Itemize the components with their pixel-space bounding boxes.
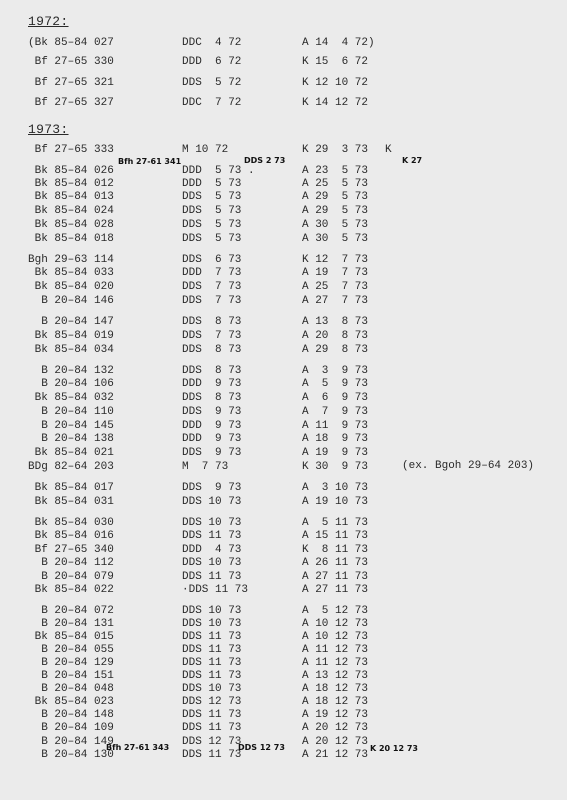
table-row <box>0 669 567 683</box>
table-row <box>0 405 567 419</box>
record-id: Bk 85–84 015 <box>28 631 114 643</box>
table-row <box>0 218 567 232</box>
record-date-1: DDD 6 72 <box>182 56 242 68</box>
record-id: Bf 27–65 330 <box>28 56 114 68</box>
record-date-2: A 19 10 73 <box>302 496 369 508</box>
record-date-1: DDS 5 73 <box>182 233 242 245</box>
record-date-2: K 8 11 73 <box>302 544 369 556</box>
record-id: Bf 27–65 340 <box>28 544 114 556</box>
record-id: B 20–84 148 <box>28 709 114 721</box>
record-date-1: DDS 10 73 <box>182 605 242 617</box>
table-row <box>0 232 567 246</box>
record-id: B 20–84 130 <box>28 749 114 761</box>
record-id: B 20–84 112 <box>28 557 114 569</box>
record-id: Bk 85–84 033 <box>28 267 114 279</box>
record-id: Bk 85–84 023 <box>28 696 114 708</box>
record-date-1: DDS 7 73 <box>182 295 242 307</box>
table-row <box>0 190 567 204</box>
record-date-1: DDS 5 72 <box>182 77 242 89</box>
record-id: Bk 85–84 017 <box>28 482 114 494</box>
table-row <box>0 294 567 308</box>
table-row <box>0 529 567 543</box>
table-row <box>0 682 567 696</box>
record-date-2: K 12 7 73 <box>302 254 369 266</box>
record-date-2: A 19 12 73 <box>302 709 369 721</box>
table-row <box>0 708 567 722</box>
record-id: B 20–84 145 <box>28 420 114 432</box>
record-id: B 20–84 110 <box>28 406 114 418</box>
record-id: Bk 85–84 020 <box>28 281 114 293</box>
record-id: Bk 85–84 016 <box>28 530 114 542</box>
record-date-2: K 30 9 73 <box>302 461 369 473</box>
record-date-2: A 6 9 73 <box>302 392 369 404</box>
record-date-1: DDD 9 73 <box>182 378 242 390</box>
record-date-2: A 15 11 73 <box>302 530 369 542</box>
record-date-1: DDD 5 73 . <box>182 165 255 177</box>
record-date-2: A 20 12 73 <box>302 722 369 734</box>
record-id: Bk 85–84 024 <box>28 205 114 217</box>
record-date-2: A 20 8 73 <box>302 330 369 342</box>
record-date-2: A 11 9 73 <box>302 420 369 432</box>
record-date-2: A 5 9 73 <box>302 378 369 390</box>
record-id: (Bk 85–84 027 <box>28 37 114 49</box>
table-row <box>0 253 567 267</box>
record-date-2: A 19 9 73 <box>302 447 369 459</box>
record-date-1: DDS 10 73 <box>182 683 242 695</box>
record-date-2: A 19 7 73 <box>302 267 369 279</box>
record-id: Bgh 29–63 114 <box>28 254 114 266</box>
record-id: Bk 85–84 032 <box>28 392 114 404</box>
record-date-2: A 29 8 73 <box>302 344 369 356</box>
record-id: Bf 27–65 321 <box>28 77 114 89</box>
table-row <box>0 495 567 509</box>
table-row <box>0 204 567 218</box>
record-id: Bk 85–84 026 <box>28 165 114 177</box>
record-date-2: A 10 12 73 <box>302 618 369 630</box>
record-date-2: K 15 6 72 <box>302 56 369 68</box>
record-date-2: A 18 12 73 <box>302 696 369 708</box>
record-date-2: A 3 9 73 <box>302 365 369 377</box>
record-date-1: DDD 4 73 <box>182 544 242 556</box>
record-id: B 20–84 079 <box>28 571 114 583</box>
record-id: B 20–84 072 <box>28 605 114 617</box>
record-date-2: A 25 7 73 <box>302 281 369 293</box>
record-date-1: DDS 10 73 <box>182 496 242 508</box>
record-date-1: DDD 5 73 <box>182 178 242 190</box>
record-id: Bk 85–84 022 <box>28 584 114 596</box>
record-id: B 20–84 109 <box>28 722 114 734</box>
record-date-1: DDS 10 73 <box>182 517 242 529</box>
record-date-1: DDC 7 72 <box>182 97 242 109</box>
table-row <box>0 36 567 50</box>
record-date-1: DDS 5 73 <box>182 191 242 203</box>
record-date-1: DDS 11 73 <box>182 749 242 761</box>
table-row <box>0 721 567 735</box>
table-row <box>0 481 567 495</box>
record-date-2: A 29 5 73 <box>302 191 369 203</box>
table-row <box>0 177 567 191</box>
table-row <box>0 343 567 357</box>
record-date-1: M 10 72 <box>182 144 229 156</box>
record-date-2: A 30 5 73 <box>302 233 369 245</box>
table-row <box>0 315 567 329</box>
record-id: B 20–84 151 <box>28 670 114 682</box>
record-id: Bk 85–84 028 <box>28 219 114 231</box>
record-id: B 20–84 146 <box>28 295 114 307</box>
handwritten-note: Bfh 27-61 341 <box>118 157 182 166</box>
record-id: Bk 85–84 012 <box>28 178 114 190</box>
record-date-2: A 11 12 73 <box>302 657 369 669</box>
record-date-1: DDS 12 73 <box>182 696 242 708</box>
record-id: Bk 85–84 031 <box>28 496 114 508</box>
heading-1972: 1972: <box>28 14 69 29</box>
record-date-1: DDS 8 73 <box>182 365 242 377</box>
record-id: B 20–84 048 <box>28 683 114 695</box>
record-date-2: A 11 12 73 <box>302 644 369 656</box>
record-date-1: DDS 7 73 <box>182 330 242 342</box>
record-date-2: K 29 3 73 <box>302 144 369 156</box>
record-date-2: A 23 5 73 <box>302 165 369 177</box>
handwritten-note: Bfh 27-61 343 <box>106 743 170 752</box>
record-date-1: DDC 4 72 <box>182 37 242 49</box>
record-date-1: DDS 11 73 <box>182 657 242 669</box>
record-date-2: A 3 10 73 <box>302 482 369 494</box>
table-row <box>0 583 567 597</box>
table-row <box>0 643 567 657</box>
record-date-2: A 20 12 73 <box>302 736 369 748</box>
record-id: B 20–84 132 <box>28 365 114 377</box>
handwritten-note: DDS 12 73 <box>238 743 285 752</box>
record-id: Bk 85–84 018 <box>28 233 114 245</box>
record-date-1: DDS 11 73 <box>182 670 242 682</box>
side-note: (ex. Bgoh 29–64 203) <box>402 460 535 472</box>
record-date-2: K 14 12 72 <box>302 97 369 109</box>
table-row <box>0 570 567 584</box>
table-row <box>0 164 567 178</box>
record-date-2: A 13 12 73 <box>302 670 369 682</box>
record-date-1: DDS 10 73 <box>182 557 242 569</box>
table-row <box>0 432 567 446</box>
record-id: Bk 85–84 013 <box>28 191 114 203</box>
record-date-2: A 29 5 73 <box>302 205 369 217</box>
handwritten-note: K 27 <box>402 156 423 165</box>
table-row <box>0 364 567 378</box>
table-row <box>0 377 567 391</box>
record-date-1: DDS 10 73 <box>182 618 242 630</box>
record-date-1: DDS 9 73 <box>182 447 242 459</box>
record-date-2: A 5 12 73 <box>302 605 369 617</box>
record-date-2: A 30 5 73 <box>302 219 369 231</box>
table-row <box>0 143 567 157</box>
record-date-2: A 14 4 72) <box>302 37 375 49</box>
record-date-1: DDS 11 73 <box>182 530 242 542</box>
record-date-2: A 27 7 73 <box>302 295 369 307</box>
record-date-1: DDD 9 73 <box>182 433 242 445</box>
record-id: B 20–84 138 <box>28 433 114 445</box>
record-date-1: DDS 5 73 <box>182 219 242 231</box>
record-date-1: DDS 11 73 <box>182 631 242 643</box>
record-date-1: DDS 6 73 <box>182 254 242 266</box>
record-date-2: K 12 10 72 <box>302 77 369 89</box>
table-row <box>0 419 567 433</box>
record-date-1: DDD 9 73 <box>182 420 242 432</box>
table-row <box>0 604 567 618</box>
record-id: B 20–84 131 <box>28 618 114 630</box>
record-id: Bk 85–84 030 <box>28 517 114 529</box>
record-date-2: A 10 12 73 <box>302 631 369 643</box>
record-date-2: A 27 11 73 <box>302 571 369 583</box>
record-date-1: DDS 5 73 <box>182 205 242 217</box>
record-date-1: DDS 12 73 <box>182 736 242 748</box>
table-row <box>0 55 567 69</box>
table-row <box>0 556 567 570</box>
record-date-1: DDS 9 73 <box>182 482 242 494</box>
record-id: Bf 27–65 333 <box>28 144 114 156</box>
table-row <box>0 280 567 294</box>
record-id: B 20–84 129 <box>28 657 114 669</box>
table-row <box>0 446 567 460</box>
table-row <box>0 76 567 90</box>
record-date-2: A 7 9 73 <box>302 406 369 418</box>
record-date-1: DDS 7 73 <box>182 281 242 293</box>
record-date-1: DDS 8 73 <box>182 392 242 404</box>
table-row <box>0 695 567 709</box>
record-id: Bf 27–65 327 <box>28 97 114 109</box>
record-date-1: DDS 11 73 <box>182 644 242 656</box>
record-date-2: A 25 5 73 <box>302 178 369 190</box>
record-date-1: DDS 11 73 <box>182 571 242 583</box>
table-row <box>0 266 567 280</box>
record-date-2: A 18 9 73 <box>302 433 369 445</box>
record-date-1: ·DDS 11 73 <box>182 584 249 596</box>
record-id: B 20–84 147 <box>28 316 114 328</box>
record-date-1: DDS 11 73 <box>182 709 242 721</box>
table-row <box>0 329 567 343</box>
record-id: Bk 85–84 021 <box>28 447 114 459</box>
record-id: B 20–84 149 <box>28 736 114 748</box>
record-id: BDg 82–64 203 <box>28 461 114 473</box>
record-date-1: DDS 8 73 <box>182 316 242 328</box>
handwritten-note: K 20 12 73 <box>370 744 418 753</box>
heading-1973: 1973: <box>28 122 69 137</box>
record-date-1: DDS 9 73 <box>182 406 242 418</box>
table-row <box>0 516 567 530</box>
record-id: Bk 85–84 019 <box>28 330 114 342</box>
record-extra: K <box>385 144 392 156</box>
record-id: Bk 85–84 034 <box>28 344 114 356</box>
table-row <box>0 656 567 670</box>
record-date-1: DDD 7 73 <box>182 267 242 279</box>
record-date-1: DDS 8 73 <box>182 344 242 356</box>
record-date-2: A 26 11 73 <box>302 557 369 569</box>
table-row <box>0 543 567 557</box>
table-row <box>0 96 567 110</box>
record-id: B 20–84 055 <box>28 644 114 656</box>
record-date-2: A 18 12 73 <box>302 683 369 695</box>
handwritten-note: DDS 2 73 <box>244 156 286 165</box>
record-date-2: A 5 11 73 <box>302 517 369 529</box>
record-date-1: DDS 11 73 <box>182 722 242 734</box>
table-row <box>0 391 567 405</box>
record-date-2: A 27 11 73 <box>302 584 369 596</box>
record-date-2: A 13 8 73 <box>302 316 369 328</box>
record-date-1: M 7 73 <box>182 461 229 473</box>
table-row <box>0 630 567 644</box>
table-row <box>0 617 567 631</box>
record-id: B 20–84 106 <box>28 378 114 390</box>
record-date-2: A 21 12 73 <box>302 749 369 761</box>
